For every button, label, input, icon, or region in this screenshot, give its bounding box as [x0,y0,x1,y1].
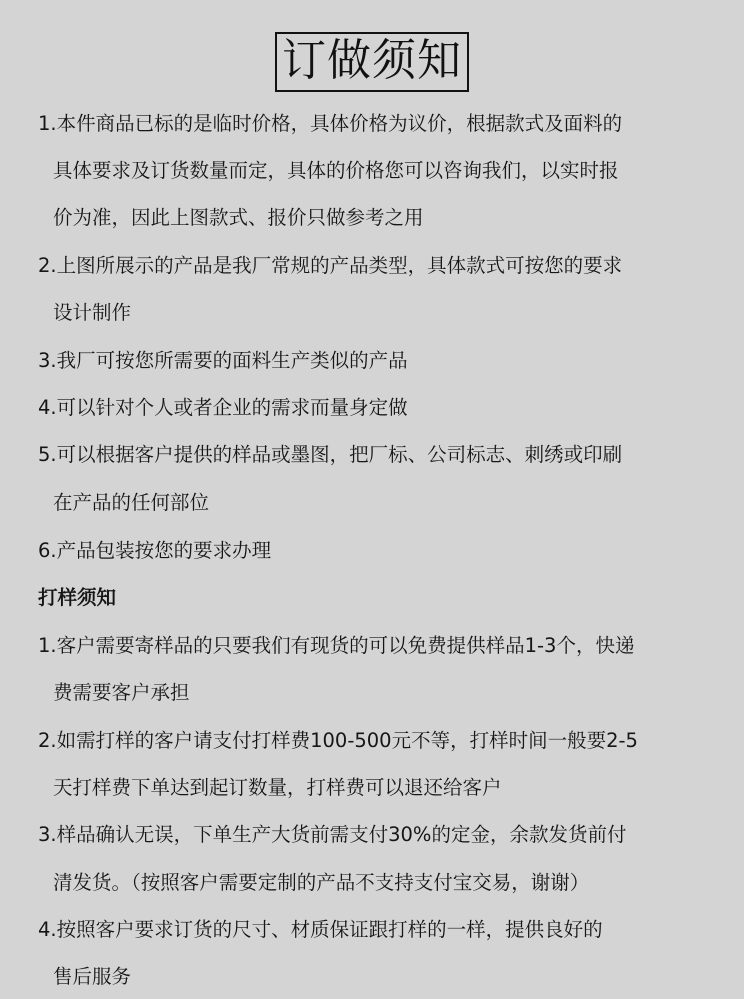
order-item-1-line-3: 价为准，因此上图款式、报价只做参考之用 [53,206,424,229]
sample-item-1-line-2: 费需要客户承担 [53,681,190,704]
order-item-3-line-1: 3.我厂可按您所需要的面料生产类似的产品 [38,349,408,372]
sample-item-2-line-2: 天打样费下单达到起订数量，打样费可以退还给客户 [53,776,502,799]
sample-item-4-line-2: 售后服务 [53,965,132,988]
order-item-2-line-2: 设计制作 [53,301,132,324]
sample-item-2-line-1: 2.如需打样的客户请支付打样费100-500元不等，打样时间一般要2-5 [38,729,638,752]
sample-item-3-line-1: 3.样品确认无误，下单生产大货前需支付30%的定金，余款发货前付 [38,823,627,846]
title-area [0,32,744,92]
order-item-5-line-2: 在产品的任何部位 [53,491,210,514]
order-item-2-line-1: 2.上图所展示的产品是我厂常规的产品类型，具体款式可按您的要求 [38,254,623,277]
sample-item-4-line-1: 4.按照客户要求订货的尺寸、材质保证跟打样的一样，提供良好的 [38,918,603,941]
order-item-1-line-2: 具体要求及订货数量而定，具体的价格您可以咨询我们，以实时报 [53,159,619,182]
order-item-4-line-1: 4.可以针对个人或者企业的需求而量身定做 [38,396,408,419]
sample-item-1-line-1: 1.客户需要寄样品的只要我们有现货的可以免费提供样品1-3个，快递 [38,634,635,657]
page-title: 订做须知 [275,32,469,92]
sample-section-heading: 打样须知 [38,586,117,609]
order-item-6-line-1: 6.产品包装按您的要求办理 [38,539,272,562]
order-item-1-line-1: 1.本件商品已标的是临时价格，具体价格为议价，根据款式及面料的 [38,112,623,135]
right-edge-strip [744,0,750,999]
order-item-5-line-1: 5.可以根据客户提供的样品或墨图，把厂标、公司标志、刺绣或印刷 [38,443,623,466]
sample-item-3-line-2: 清发货。（按照客户需要定制的产品不支持支付宝交易，谢谢） [53,871,590,894]
